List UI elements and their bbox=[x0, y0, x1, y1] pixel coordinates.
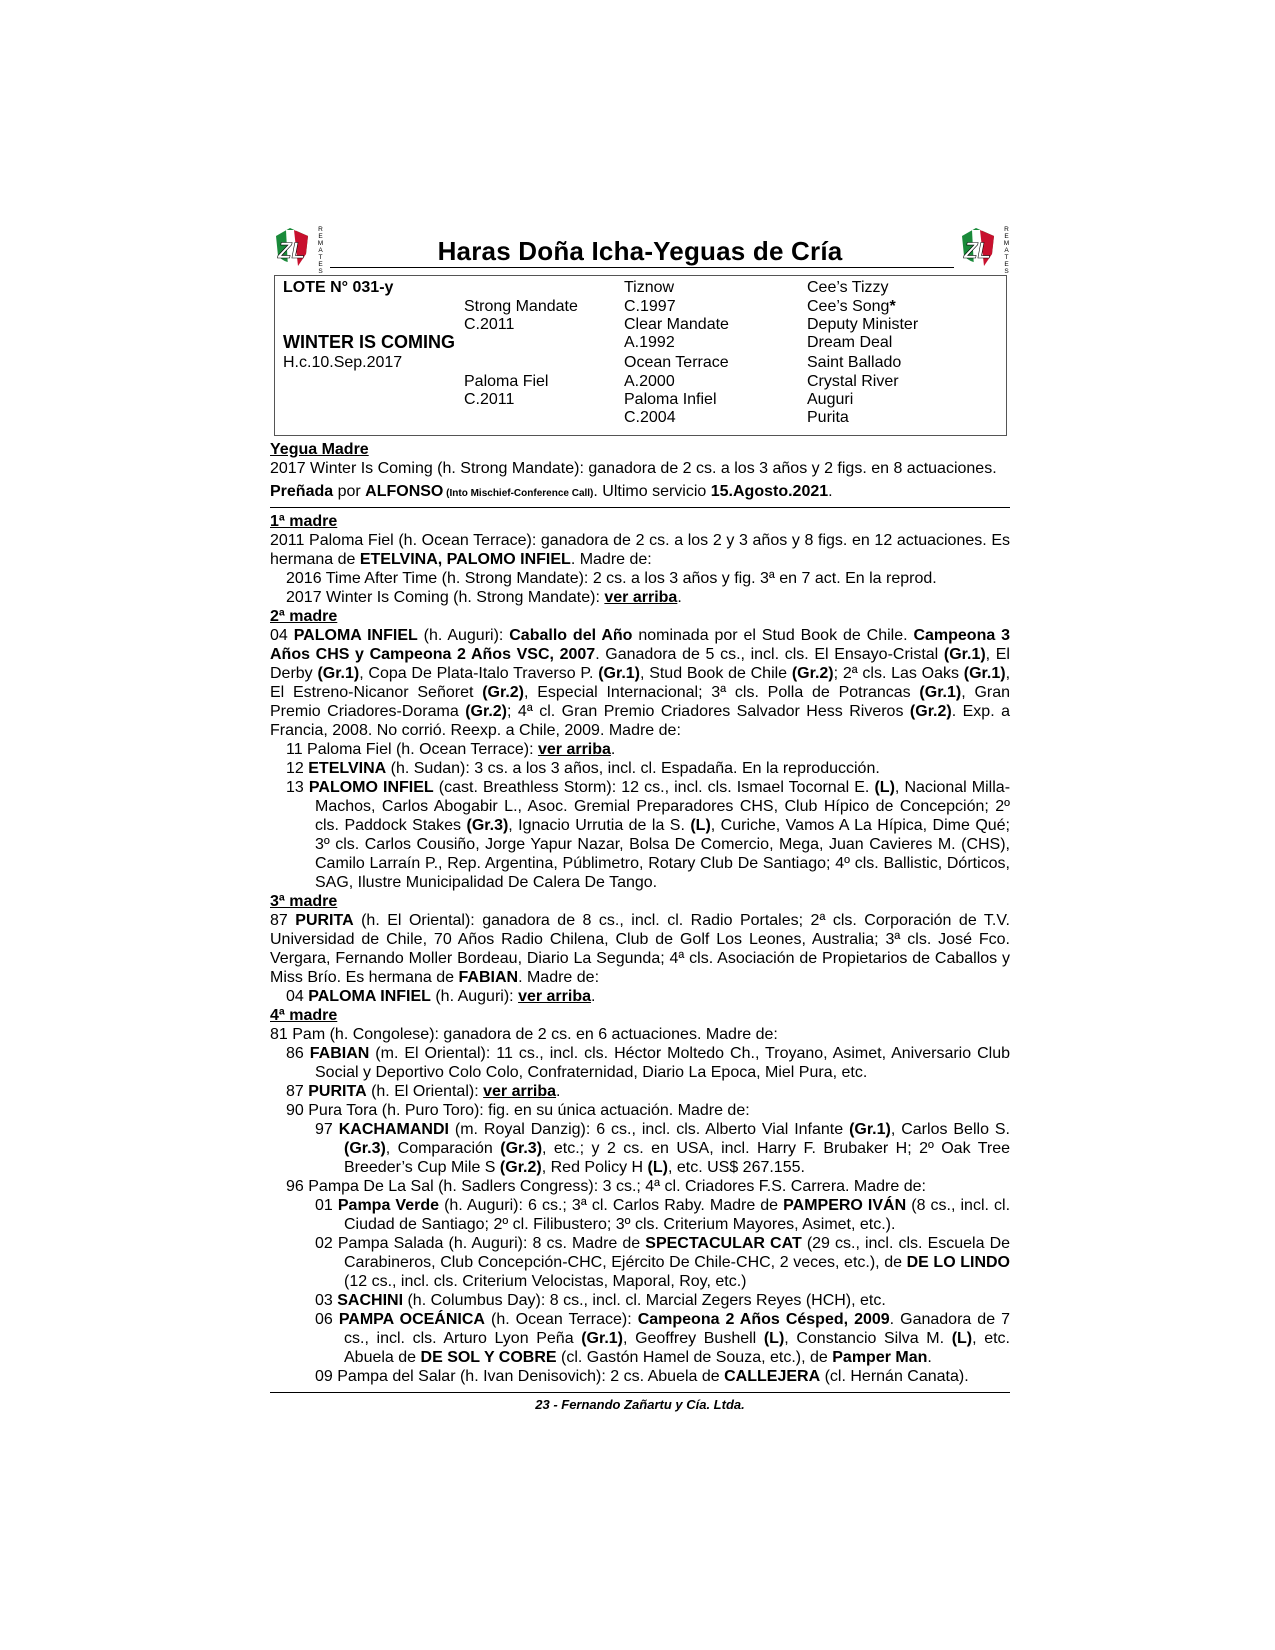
horse-birth: H.c.10.Sep.2017 bbox=[283, 354, 403, 371]
logo-remates-text: R E M A T E S bbox=[1003, 226, 1010, 275]
section-4a-madre: 4ª madre bbox=[270, 1007, 338, 1024]
gg-6: Crystal River bbox=[807, 373, 899, 390]
lot-number: LOTE N° 031-y bbox=[283, 279, 394, 296]
prenada-line bbox=[270, 482, 1010, 503]
sire-year: C.2011 bbox=[464, 316, 515, 333]
dam-sire: Ocean Terrace bbox=[624, 354, 729, 371]
produce-item: 86 FABIAN (m. El Oriental): 11 cs., incl. cls. Héctor Moltedo Ch., Troyano, Asimet, Aniversario Club Social y Deportivo Colo Colo, Confraternidad, Diario La Epoca, Miel Pura, etc. bbox=[286, 1045, 1010, 1081]
stallion-name: ALFONSO bbox=[365, 483, 444, 500]
logo-remates-text: R E M A T E S bbox=[317, 226, 324, 275]
gg-4: Dream Deal bbox=[807, 334, 893, 351]
stallion-note: (Into Mischief-Conference Call) bbox=[443, 488, 594, 499]
dam-dam-year: C.2004 bbox=[624, 409, 676, 426]
gg-2-mark: * bbox=[889, 298, 896, 315]
horse-name: WINTER IS COMING bbox=[283, 332, 455, 352]
3a-madre-text: 87 PURITA (h. El Oriental): ganadora de 8 cs., incl. cl. Radio Portales; 2ª cls. Corporación de T.V. Universidad de Chile, 70 Años Radio Chilena, Club de Golf Los Leones, Australia; 3ª cls. José Fco. Vergara, Fernando Moller Bordeau, Diario La Segunda; 4ª cls. Asociación de Propietarios de Caballos y Miss Brío. Es hermana de FABIAN. Madre de: bbox=[270, 912, 1010, 986]
sire-sire: Tiznow bbox=[624, 279, 675, 296]
produce-item: 2016 Time After Time (h. Strong Mandate): 2 cs. a los 3 años y fig. 3ª en 7 act. En la reprod. bbox=[286, 570, 937, 587]
produce-item: 13 PALOMO INFIEL (cast. Breathless Storm): 12 cs., incl. cls. Ismael Tocornal E. (L), Nacional Milla-Machos, Carlos Abogabir L., Asoc. Gremial Preparadores CHS, Club Hípico de Concepción; 2º cls. Paddock Stakes (Gr.3), Ignacio Urrutia de la S. (L), Curiche, Vamos A La Hípica, Dime Qué; 3º cls. Carlos Cousiño, Jorge Yapur Nazar, Bolsa De Comercio, Mega, Juan Cavieres M. (CHS), Camilo Larraín P., Rep. Argentina, Públimetro, Rotary Club De Santiago; 4º cls. Ballistic, Dórticos, SAG, Ilustre Municipalidad De Calera De Tango. bbox=[286, 779, 1011, 891]
svg-text:ZL: ZL bbox=[278, 238, 305, 263]
produce-item: 12 ETELVINA (h. Sudan): 3 cs. a los 3 años, incl. cl. Espadaña. En la reproducción. bbox=[286, 760, 880, 777]
catalog-page bbox=[270, 226, 1010, 1412]
sire-sire-year: C.1997 bbox=[624, 298, 676, 315]
section-divider bbox=[270, 507, 1010, 508]
prenada-label: Preñada bbox=[270, 483, 334, 500]
yegua-madre-text: 2017 Winter Is Coming (h. Strong Mandate): ganadora de 2 cs. a los 3 años y 2 figs. en 8 actuaciones. bbox=[270, 460, 997, 477]
sire-dam-year: A.1992 bbox=[624, 334, 675, 351]
produce-subitem: 03 SACHINI (h. Columbus Day): 8 cs., incl. cl. Marcial Zegers Reyes (HCH), etc. bbox=[315, 1292, 886, 1309]
section-1a-madre: 1ª madre bbox=[270, 513, 338, 530]
pedigree-notes bbox=[270, 440, 1010, 1386]
produce-subitem: 09 Pampa del Salar (h. Ivan Denisovich): 2 cs. Abuela de CALLEJERA (cl. Hernán Canata). bbox=[315, 1368, 969, 1385]
4a-madre-text: 81 Pam (h. Congolese): ganadora de 2 cs. en 6 actuaciones. Madre de: bbox=[270, 1026, 778, 1043]
page-header bbox=[270, 226, 1010, 275]
produce-item: 04 PALOMA INFIEL (h. Auguri): ver arriba. bbox=[286, 988, 596, 1005]
servicio-date: 15.Agosto.2021 bbox=[710, 483, 829, 500]
zl-logo-left bbox=[272, 226, 324, 275]
sire: Strong Mandate bbox=[464, 298, 578, 315]
dam-year: C.2011 bbox=[464, 391, 515, 408]
produce-subitem: 06 PAMPA OCEÁNICA (h. Ocean Terrace): Campeona 2 Años Césped, 2009. Ganadora de 7 cs., incl. cls. Arturo Lyon Peña (Gr.1), Geoffrey Bushell (L), Constancio Silva M. (L), etc. Abuela de DE SOL Y COBRE (cl. Gastón Hamel de Souza, etc.), de Pamper Man. bbox=[315, 1311, 1011, 1366]
section-2a-madre: 2ª madre bbox=[270, 608, 338, 625]
2a-madre-text: 04 PALOMA INFIEL (h. Auguri): Caballo del Año nominada por el Stud Book de Chile. Campeona 3 Años CHS y Campeona 2 Años VSC, 2007. Ganadora de 5 cs., incl. cls. El Ensayo-Cristal (Gr.1), El Derby (Gr.1), Copa De Plata-Italo Traverso P. (Gr.1), Stud Book de Chile (Gr.2); 2ª cls. Las Oaks (Gr.1), El Estreno-Nicanor Señoret (Gr.2), Especial Internacional; 3ª cls. Polla de Potrancas (Gr.1), Gran Premio Criadores-Dorama (Gr.2); 4ª cl. Gran Premio Criadores Salvador Hess Riveros (Gr.2). Exp. a Francia, 2008. No corrió. Reexp. a Chile, 2009. Madre de: bbox=[270, 627, 1011, 739]
gg-5: Saint Ballado bbox=[807, 354, 902, 371]
produce-item: 11 Paloma Fiel (h. Ocean Terrace): ver arriba. bbox=[286, 741, 616, 758]
pedigree-box bbox=[274, 275, 1007, 436]
produce-item: 2017 Winter Is Coming (h. Strong Mandate): ver arriba. bbox=[286, 589, 682, 606]
zl-logo-right bbox=[958, 226, 1010, 275]
dam-sire-year: A.2000 bbox=[624, 373, 675, 390]
dam: Paloma Fiel bbox=[464, 373, 549, 390]
produce-subitem: 97 KACHAMANDI (m. Royal Danzig): 6 cs., incl. cls. Alberto Vial Infante (Gr.1), Carlos Bello S. (Gr.3), Comparación (Gr.3), etc.; y 2 cs. en USA, incl. Harry F. Brubaker H; 2º Oak Tree Breeder’s Cup Mile S (Gr.2), Red Policy H (L), etc. US$ 267.155. bbox=[315, 1121, 1011, 1176]
produce-subitem: 01 Pampa Verde (h. Auguri): 6 cs.; 3ª cl. Carlos Raby. Madre de PAMPERO IVÁN (8 cs., incl. cl. Ciudad de Santiago; 2º cl. Filibustero; 3º cls. Criterium Mayores, Asimet, etc.). bbox=[315, 1197, 1011, 1233]
produce-subitem: 02 Pampa Salada (h. Auguri): 8 cs. Madre de SPECTACULAR CAT (29 cs., incl. cls. Escuela De Carabineros, Club Concepción-CHC, Ejército De Chile-CHC, 2 veces, etc.), de DE LO LINDO (12 cs., incl. cls. Criterium Velocistas, Maporal, Roy, etc.) bbox=[315, 1235, 1011, 1290]
produce-item: 87 PURITA (h. El Oriental): ver arriba. bbox=[286, 1083, 561, 1100]
gg-8: Purita bbox=[807, 409, 849, 426]
prenada-por: por bbox=[333, 483, 366, 500]
page-footer: 23 - Fernando Zañartu y Cía. Ltda. bbox=[270, 1392, 1010, 1412]
page-title: Haras Doña Icha-Yeguas de Cría bbox=[437, 236, 843, 266]
svg-text:ZL: ZL bbox=[964, 238, 991, 263]
produce-item: 96 Pampa De La Sal (h. Sadlers Congress): 3 cs.; 4ª cl. Criadores F.S. Carrera. Madre de: bbox=[286, 1178, 926, 1195]
dam-dam: Paloma Infiel bbox=[624, 391, 717, 408]
section-3a-madre: 3ª madre bbox=[270, 893, 338, 910]
gg-7: Auguri bbox=[807, 391, 854, 408]
gg-2-name: Cee’s Song bbox=[807, 298, 890, 315]
gg-3: Deputy Minister bbox=[807, 316, 919, 333]
title-rule bbox=[330, 267, 954, 268]
servicio-text: . Ultimo servicio bbox=[593, 483, 711, 500]
sire-dam: Clear Mandate bbox=[624, 316, 729, 333]
gg-2 bbox=[807, 297, 896, 316]
produce-item: 90 Pura Tora (h. Puro Toro): fig. en su única actuación. Madre de: bbox=[286, 1102, 750, 1119]
gg-1: Cee’s Tizzy bbox=[807, 279, 889, 296]
section-yegua-madre: Yegua Madre bbox=[270, 441, 369, 458]
prenada-end: . bbox=[828, 483, 833, 500]
1a-madre-text: 2011 Paloma Fiel (h. Ocean Terrace): ganadora de 2 cs. a los 2 y 3 años y 8 figs. en 12 actuaciones. Es hermana de ETELVINA, PALOMO INFIEL. Madre de: bbox=[270, 532, 1010, 568]
